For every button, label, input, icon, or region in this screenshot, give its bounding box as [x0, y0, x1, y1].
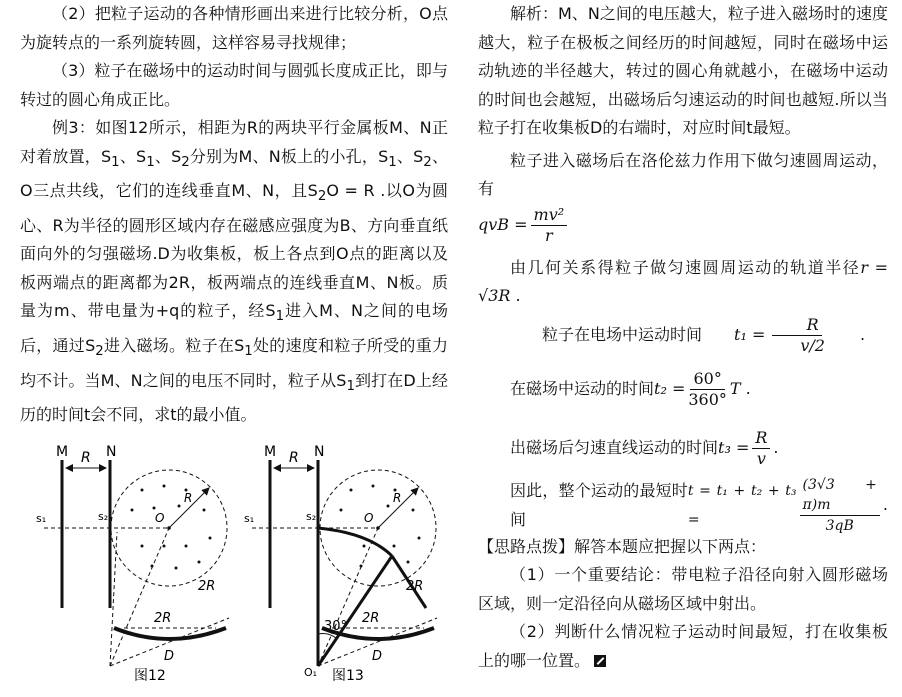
figures-svg [14, 438, 454, 688]
fig13-label-N: N [314, 444, 325, 460]
fig13-angle-arc [318, 634, 336, 639]
tip-2: （2）判断什么情况粒子运动时间最短，打在收集板上的哪一位置。 [478, 622, 888, 670]
figures-area [14, 438, 454, 688]
tip-1: （1）一个重要结论：带电粒子沿径向射入圆形磁场区域，则一定沿径向从磁场区域中射出。 [478, 565, 888, 613]
fig12-label-D: D [164, 649, 175, 664]
radius-result: 由几何关系得粒子做匀速圆周运动的轨道半径r = √3R . [478, 257, 888, 305]
fig12-center-guide [110, 528, 172, 666]
fig13-label-M: M [264, 444, 277, 460]
example-3-problem: 例3：如图12所示，相距为R的两块平行金属板M、N正对着放置，$S_1$、$S_1$、$S_2$分别为M、N板上的小孔，$S_1$、$S_2$、O三点共线，它们的连线垂直M、N，且$S_2O = R$ .以O为圆心、R为半径的圆形区域内存在磁感应强度为B、方向垂直纸面向外的匀强磁场.D为收集板，板上各点到O点的距离以及板两端点的距离都为2R，板两端点的连线垂直M、N板。质量为m、带电量为+q的粒子，经$S_1$进入M、N之间的电场后，通过$S_2$进入磁场。粒子在$S_1$处的速度和粒子所受的重力均不计。当M、N之间的电压不同时，粒子从$S_1$到打在D上经历的时间t会不同，求t的最小值。 [20, 118, 448, 425]
fig13-label-angle: 30° [324, 619, 348, 634]
fig13-label-R-radius: R [393, 491, 402, 505]
fig12-caption: 图12 [134, 668, 166, 684]
fig12-label-2R-side: 2R [198, 579, 216, 594]
equation-qvB: qvB = $\frac{\text{mv²}}{r}$ [478, 204, 888, 248]
fig12-label-M: M [56, 444, 69, 460]
time-t3: 出磁场后匀速直线运动的时间 t₃ = $\frac{R}{v}$ . [510, 428, 779, 468]
fig13-label-R-top: R [289, 450, 299, 466]
fig12-label-S2: s₂ [98, 510, 109, 523]
lorentz-intro: 粒子进入磁场后在洛伦兹力作用下做匀速圆周运动，有 [478, 150, 888, 198]
left-paragraph-2: （3）粒子在磁场中的运动时间与圆弧长度成正比，即与转过的圆心角成正比。 [20, 61, 448, 109]
time-t1: 粒子在电场中运动时间 t₁ = $\frac{R}{v/2}$ . [542, 315, 866, 355]
solution-analysis: 解析：M、N之间的电压越大，粒子进入磁场时的速度越大，粒子在极板之间经历的时间越短，同时在磁场中运动轨迹的半径越大，转过的圆心角就越小，在磁场中运动的时间也会越短，出磁场后匀速运动的时间也越短.所以当粒子打在收集板D的右端时，对应时间t最短。 [478, 4, 888, 137]
fig12-label-R-radius: R [184, 491, 193, 505]
total-time: 因此，整个运动的最短时间 t = t₁ + t₂ + t₃ = $\frac{(3√3 + \pi)m}{3qB}$ . [510, 477, 888, 534]
fig12-label-2R-bottom: 2R [154, 611, 172, 626]
edit-icon [594, 655, 606, 667]
fig12-label-R-top: R [81, 450, 91, 466]
fig13-label-2R-side: 2R [406, 579, 424, 594]
fig13-caption: 图13 [332, 668, 364, 684]
figure-13 [244, 444, 437, 684]
fig12-collector-plate-D [114, 628, 226, 639]
fig13-label-O1: O₁ [304, 666, 318, 679]
fig13-label-D: D [372, 649, 383, 664]
fig13-label-O: O [364, 511, 374, 525]
figure-12 [36, 444, 229, 684]
fig13-arc-trajectory [318, 528, 392, 556]
fig12-label-N: N [106, 444, 117, 460]
fig12-label-O: O [155, 511, 165, 525]
fig13-label-S2: s₂ [306, 510, 317, 523]
fig13-center-guide [318, 528, 378, 666]
fig13-label-S1: s₁ [244, 512, 255, 525]
fig12-label-S1: s₁ [36, 512, 47, 525]
fig13-label-2R-bottom: 2R [362, 611, 380, 626]
left-column [20, 0, 448, 430]
right-column [478, 0, 888, 675]
thinking-tips-heading: 【思路点拨】解答本题应把握以下两点： [478, 536, 767, 556]
left-paragraph-1: （2）把粒子运动的各种情形画出来进行比较分析，O点为旋转点的一系列旋转圆，这样容易寻找规律； [20, 4, 448, 52]
time-t2: 在磁场中运动的时间 t₂ = $\frac{60^\circ}{360^\circ}$ T . [510, 369, 751, 409]
